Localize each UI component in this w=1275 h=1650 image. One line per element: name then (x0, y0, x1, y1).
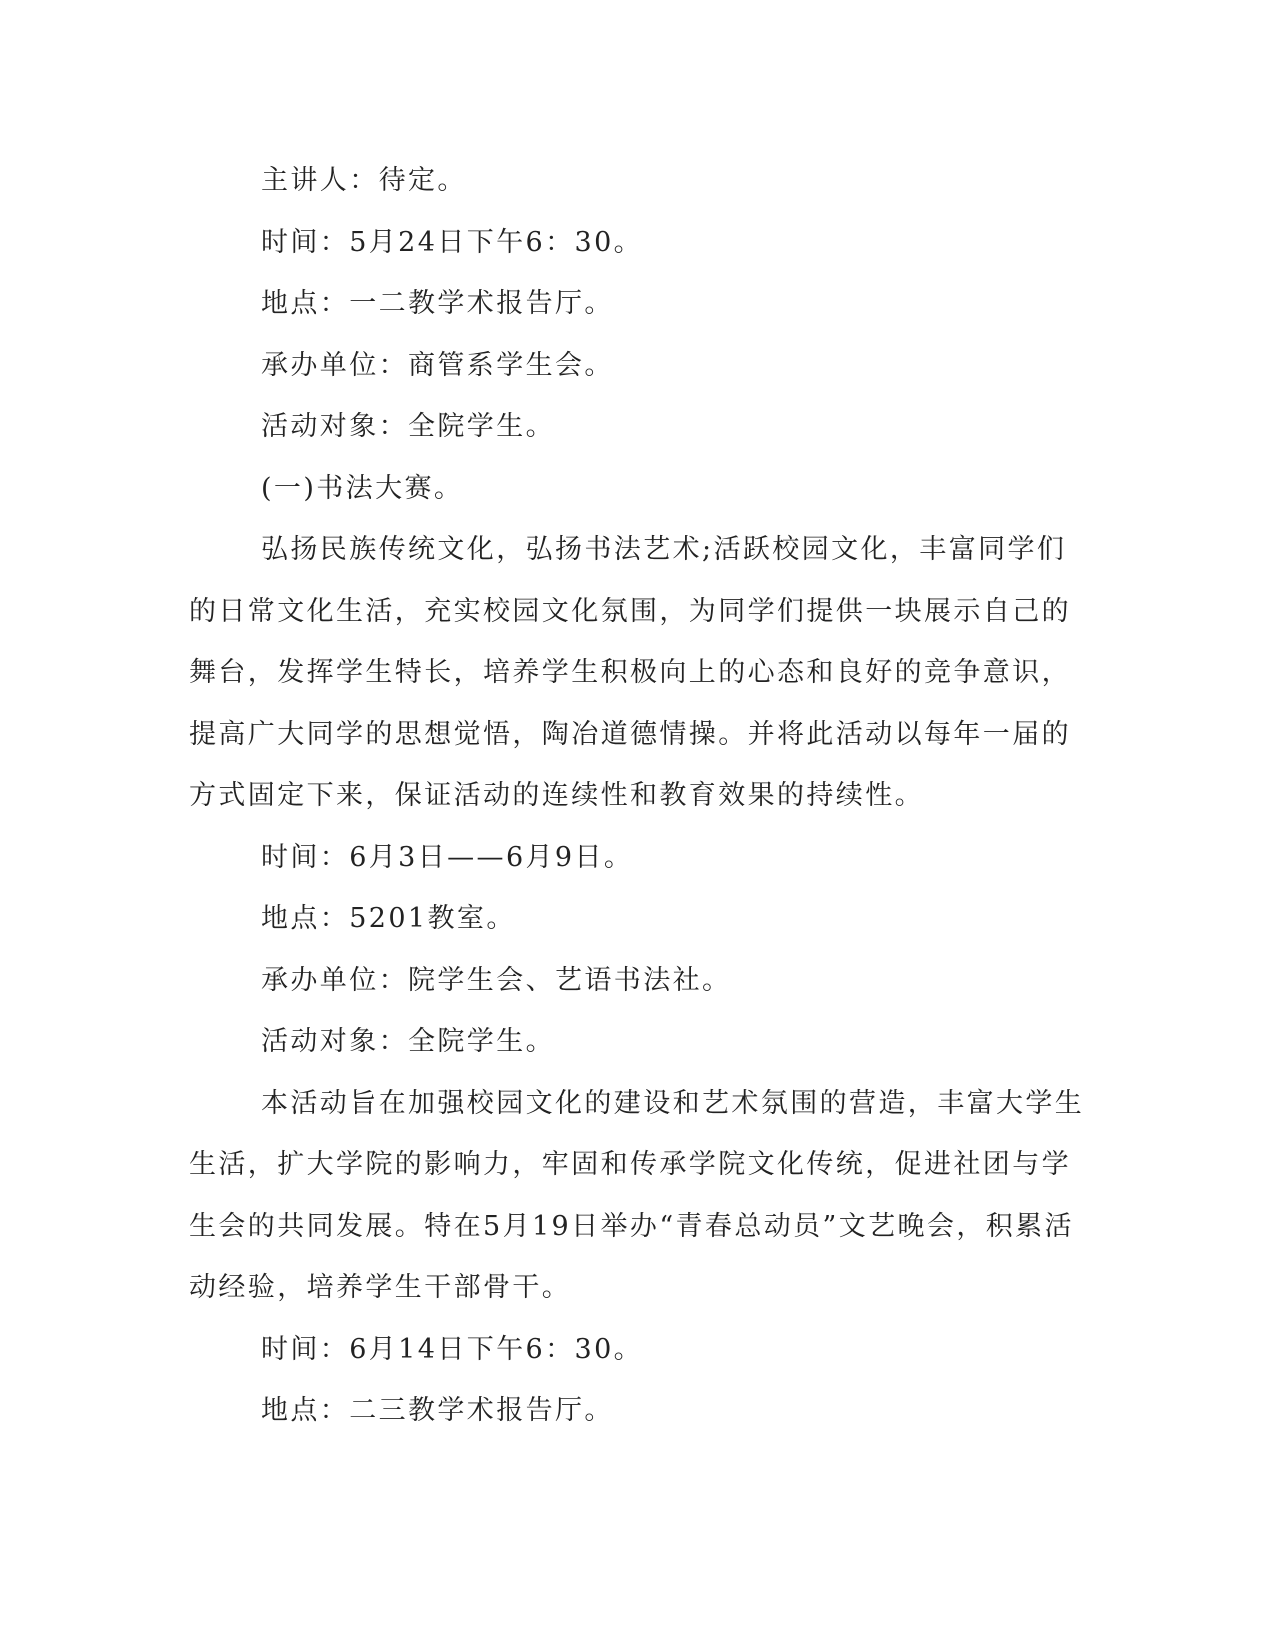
paragraph-audience: 活动对象：全院学生。 (261, 1026, 555, 1057)
paragraph-audience: 活动对象：全院学生。 (261, 411, 555, 442)
document-body (189, 150, 1089, 1442)
paragraph-location: 地点：5201教室。 (261, 903, 516, 934)
paragraph-gala-description: 本活动旨在加强校园文化的建设和艺术氛围的营造，丰富大学生生活，扩大学院的影响力，牢固和传承学院文化传统，促进社团与学生会的共同发展。特在5月19日举办“青春总动员”文艺晚会，积累活动经验，培养学生干部骨干。 (189, 1087, 1085, 1303)
paragraph-time: 时间：6月14日下午6：30。 (261, 1333, 644, 1365)
paragraph-organizer: 承办单位：商管系学生会。 (261, 349, 614, 381)
paragraph-location: 地点：二三教学术报告厅。 (261, 1395, 614, 1426)
paragraph-calligraphy-description: 弘扬民族传统文化，弘扬书法艺术;活跃校园文化，丰富同学们的日常文化生活，充实校园文化氛围，为同学们提供一块展示自己的舞台，发挥学生特长，培养学生积极向上的心态和良好的竞争意识，提高广大同学的思想觉悟，陶冶道德情操。并将此活动以每年一届的方式固定下来，保证活动的连续性和教育效果的持续性。 (189, 534, 1071, 811)
paragraph-organizer: 承办单位：院学生会、艺语书法社。 (261, 964, 732, 996)
paragraph-speaker: 主讲人：待定。 (261, 165, 467, 196)
paragraph-location: 地点：一二教学术报告厅。 (261, 288, 614, 319)
paragraph-time: 时间：5月24日下午6：30。 (261, 226, 644, 258)
paragraph-time: 时间：6月3日——6月9日。 (261, 841, 634, 873)
section-heading-calligraphy: (一)书法大赛。 (261, 472, 464, 504)
